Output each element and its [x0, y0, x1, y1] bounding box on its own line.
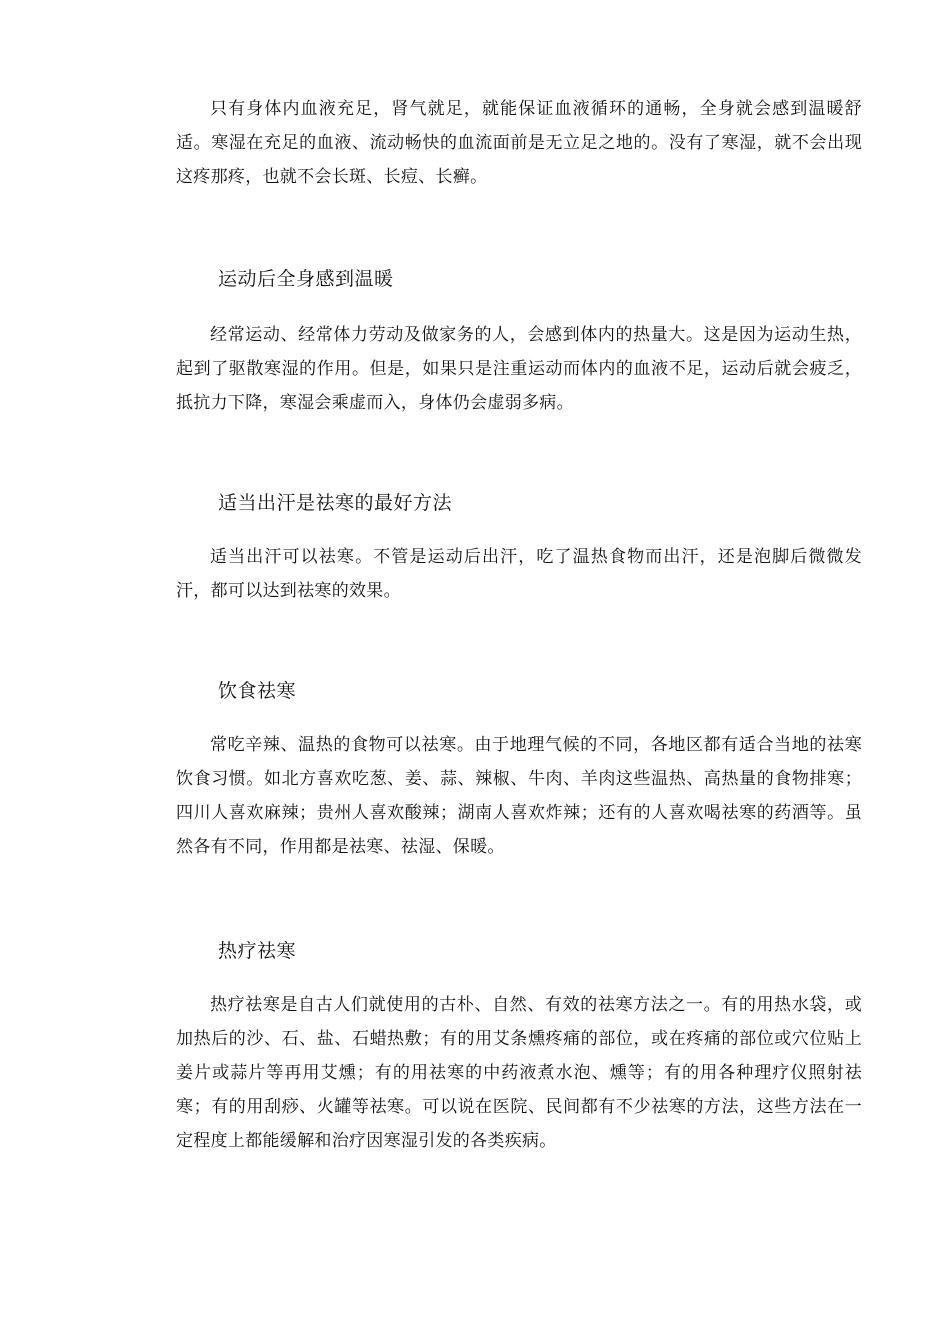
section-heading-diet: 饮食祛寒: [218, 680, 297, 702]
intro-paragraph: 只有身体内血液充足，肾气就足，就能保证血液循环的通畅，全身就会感到温暖舒适。寒湿在充足的血液、流动畅快的血流面前是无立足之地的。没有了寒湿，就不会出现这疼那疼，也就不会长斑、长痘、长癣。: [176, 99, 862, 187]
section-paragraph-diet: 常吃辛辣、温热的食物可以祛寒。由于地理气候的不同，各地区都有适合当地的祛寒饮食习惯。如北方喜欢吃葱、姜、蒜、辣椒、牛肉、羊肉这些温热、高热量的食物排寒；四川人喜欢麻辣；贵州人喜欢酸辣；湖南人喜欢炸辣；还有的人喜欢喝祛寒的药酒等。虽然各有不同，作用都是祛寒、祛湿、保暖。: [176, 735, 862, 857]
section-paragraph-exercise: 经常运动、经常体力劳动及做家务的人，会感到体内的热量大。这是因为运动生热，起到了驱散寒湿的作用。但是，如果只是注重运动而体内的血液不足，运动后就会疲乏，抵抗力下降，寒湿会乘虚而入，身体仍会虚弱多病。: [176, 325, 862, 413]
section-paragraph-sweating: 适当出汗可以祛寒。不管是运动后出汗，吃了温热食物而出汗，还是泡脚后微微发汗，都可以达到祛寒的效果。: [176, 547, 862, 601]
section-heading-heat-therapy: 热疗祛寒: [218, 940, 297, 962]
section-paragraph-heat-therapy: 热疗祛寒是自古人们就使用的古朴、自然、有效的祛寒方法之一。有的用热水袋，或加热后的沙、石、盐、石蜡热敷；有的用艾条燻疼痛的部位，或在疼痛的部位或穴位贴上姜片或蒜片等再用艾燻；有的用祛寒的中药液煮水泡、燻等；有的用各种理疗仪照射祛寒；有的用刮痧、火罐等祛寒。可以说在医院、民间都有不少祛寒的方法，这些方法在一定程度上都能缓解和治疗因寒湿引发的各类疾病。: [176, 995, 862, 1151]
section-heading-sweating: 适当出汗是祛寒的最好方法: [218, 492, 453, 514]
section-heading-exercise: 运动后全身感到温暖: [218, 268, 394, 290]
